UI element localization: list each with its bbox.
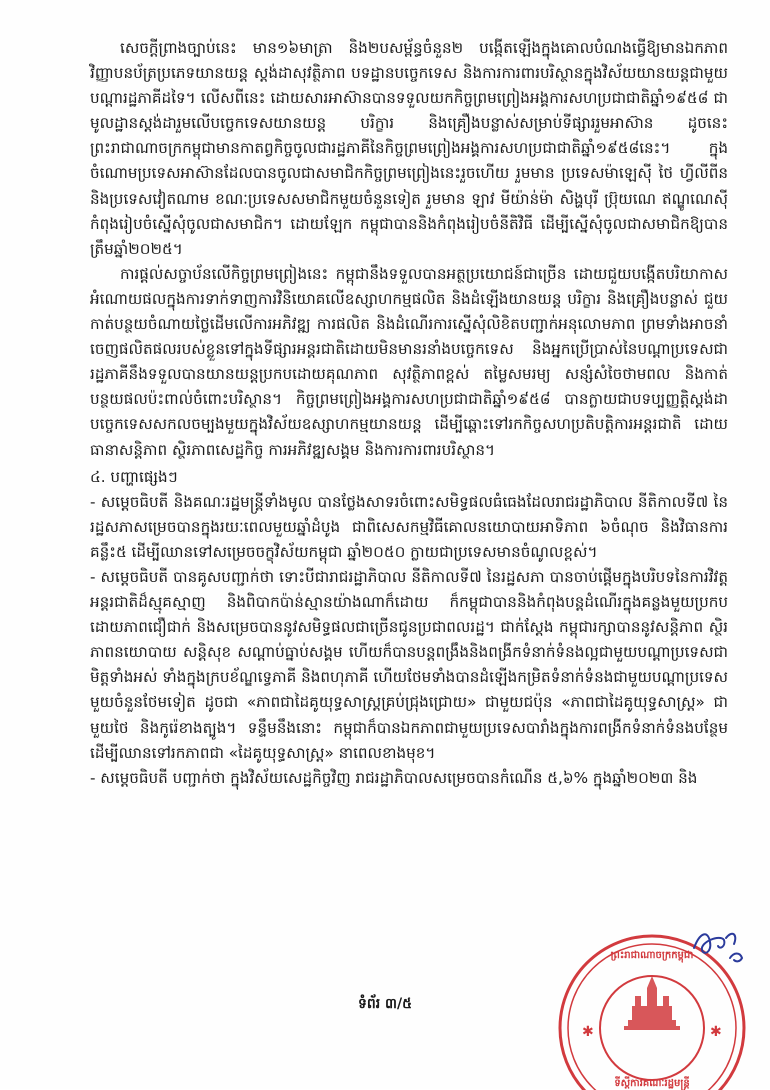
handwritten-signature <box>690 920 750 970</box>
paragraph-ratification-benefits: ការផ្ដល់សច្ចាប័នលើកិច្ចព្រមព្រៀងនេះ កម្ពុជានឹងទទួលបានអត្ថប្រយោជន៍ជាច្រើន ដោយជួយបង្កើតបរិយាកាសអំណោយផលក្នុងការទាក់ទាញការវិនិយោគលើឧស្សាហកម្មផលិត និងដំឡើងយានយន្ត បរិក្ខារ និងគ្រឿងបន្លាស់ ជួយកាត់បន្ថយចំណាយថ្លៃដើមលើការអភិវឌ្ឍ ការផលិត និងដំណើរការស្នើសុំលិខិតបញ្ជាក់អនុលោមភាព ព្រមទាំងអាចនាំចេញផលិតផលរបស់ខ្លួនទៅក្នុងទីផ្សារអន្តរជាតិដោយមិនមានរនាំងបច្ចេកទេស និងអ្នកប្រើប្រាស់នៃបណ្ដាប្រទេសជារដ្ឋភាគីនឹងទទួលបានយានយន្តប្រកបដោយគុណភាព សុវត្ថិភាពខ្ពស់ តម្លៃសមរម្យ សន្សំសំចៃថាមពល និងកាត់បន្ថយផលប៉ះពាល់ចំពោះបរិស្ថាន។ កិច្ចព្រមព្រៀងអង្គការសហប្រជាជាតិឆ្នាំ១៩៥៨ បានក្លាយជាបទប្បញ្ញត្តិស្ដង់ដាបច្ចេកទេសសកលចម្បងមួយក្នុងវិស័យឧស្សាហកម្មយានយន្ត ដើម្បីឆ្ពោះទៅរកកិច្ចសហប្រតិបត្តិការអន្តរជាតិ ដោយធានាសន្តិភាព ស្ថិរភាពសេដ្ឋកិច្ច ការអភិវឌ្ឍសង្គម និងការការពារបរិស្ថាន។ <box>90 264 728 459</box>
document-body <box>90 36 728 791</box>
bullet-foreign-relations: - សម្ដេចធិបតី បានគូសបញ្ជាក់ថា ទោះបីជារាជរដ្ឋាភិបាល នីតិកាលទី៧ នៃរដ្ឋសភា បានចាប់ផ្ដើមក្នុងបរិបទនៃការវិវត្តអន្តរជាតិដ៏ស្មុគស្មាញ និងពិបាកប៉ាន់ស្មានយ៉ាងណាក៏ដោយ ក៏កម្ពុជាបាននិងកំពុងបន្តដំណើរក្នុងគន្លងមួយប្រកបដោយភាពជឿជាក់ និងសម្រេចបាននូវសមិទ្ធផលជាច្រើនជូនប្រជាពលរដ្ឋ។ ជាក់ស្ដែង កម្ពុជារក្សាបាននូវសន្តិភាព ស្ថិរភាពនយោបាយ សន្តិសុខ សណ្ដាប់ធ្នាប់សង្គម ហើយក៏បានបន្តពង្រឹងនិងពង្រីកទំនាក់ទំនងល្អជាមួយបណ្ដាប្រទេសជាមិត្តទាំងអស់ ទាំងក្នុងក្របខ័ណ្ឌទ្វេភាគី និងពហុភាគី ហើយថែមទាំងបានដំឡើងកម្រិតទំនាក់ទំនងជាមួយបណ្ដាប្រទេសមួយចំនួនថែមទៀត ដូចជា «ភាពជាដៃគូយុទ្ធសាស្ត្រគ្រប់ជ្រុងជ្រោយ» ជាមួយជប៉ុន «ភាពជាដៃគូយុទ្ធសាស្ត្រ» ជាមួយថៃ និងកូរ៉េខាងត្បូង។ ទន្ទឹមនឹងនោះ កម្ពុជាក៏បានឯកភាពជាមួយប្រទេសបារាំងក្នុងការពង្រីកទំនាក់ទំនងបន្ថែមដើម្បីឈានទៅរកភាពជា «ដៃគូយុទ្ធសាស្ត្រ» នាពេលខាងមុខ។ <box>90 567 729 762</box>
seal-top-text: ព្រះរាជាណាចក្រកម្ពុជា <box>610 950 694 961</box>
temple-emblem-icon <box>624 976 680 1030</box>
page-number: ទំព័រ ៣/៥ <box>357 996 413 1012</box>
section-heading-other-matters: ៤. បញ្ហាផ្សេងៗ <box>90 467 178 486</box>
seal-bottom-text: ទីស្ដីការគណៈរដ្ឋមន្ត្រី <box>614 1078 690 1089</box>
seal-star-left-icon: ✱ <box>582 1024 594 1040</box>
bullet-achievements: - សម្ដេចធិបតី និងគណៈរដ្ឋមន្ត្រីទាំងមូល បានថ្លែងសាទរចំពោះសមិទ្ធផលធំធេងដែលរាជរដ្ឋាភិបាល នីតិកាលទី៧ នៃរដ្ឋសភាសម្រេចបានក្នុងរយៈពេលមួយឆ្នាំដំបូង ជាពិសេសកម្មវិធីគោលនយោបាយអាទិភាព ៦ចំណុច និងវិធានការគន្លឹះ៥ ដើម្បីឈានទៅសម្រេចចក្ខុវិស័យកម្ពុជា ឆ្នាំ២០៥០ ក្លាយជាប្រទេសមានចំណូលខ្ពស់។ <box>90 492 728 561</box>
bullet-economy: - សម្ដេចធិបតី បញ្ជាក់ថា ក្នុងវិស័យសេដ្ឋកិច្ចវិញ រាជរដ្ឋាភិបាលសម្រេចបានកំណើន ៥,៦% ក្នុងឆ្នាំ២០២៣ និង <box>90 768 698 787</box>
seal-star-right-icon: ✱ <box>710 1024 722 1040</box>
paragraph-draft-law: សេចក្ដីព្រាងច្បាប់នេះ មាន១៦មាត្រា និង២បសម្ព័ន្ធចំនួន២ បង្កើតឡើងក្នុងគោលបំណងធ្វើឱ្យមានឯកភាពវិញ្ញាបនប័ត្រប្រភេទយានយន្ត ស្ដង់ដាសុវត្ថិភាព បទដ្ឋានបច្ចេកទេស និងការការពារបរិស្ថានក្នុងវិស័យយានយន្តជាមួយបណ្ដារដ្ឋភាគីដទៃ។ លើសពីនេះ ដោយសារអាស៊ានបានទទួលយកកិច្ចព្រមព្រៀងអង្គការសហប្រជាជាតិឆ្នាំ១៩៥៨ ជាមូលដ្ឋានស្ដង់ដារួមលើបច្ចេកទេសយានយន្ត បរិក្ខារ និងគ្រឿងបន្លាស់សម្រាប់ទីផ្សាររួមអាស៊ាន ដូចនេះ ព្រះរាជាណាចក្រកម្ពុជាមានកាតព្វកិច្ចចូលជារដ្ឋភាគីនៃកិច្ចព្រមព្រៀងអង្គការសហប្រជាជាតិឆ្នាំ១៩៥៨នេះ។ ក្នុងចំណោមប្រទេសអាស៊ានដែលបានចូលជាសមាជិកកិច្ចព្រមព្រៀងនេះរួចហើយ រួមមាន ប្រទេសម៉ាឡេស៊ី ថៃ ហ្វីលីពីន និងប្រទេសវៀតណាម ខណៈប្រទេសសមាជិកមួយចំនួនទៀត រួមមាន ឡាវ មីយ៉ាន់ម៉ា សិង្ហបុរី ប្រ៊ុយណេ ឥណ្ឌូណេស៊ី កំពុងរៀបចំស្នើសុំចូលជាសមាជិក។ ដោយឡែក កម្ពុជាបាននិងកំពុងរៀបចំនីតិវិធី ដើម្បីស្នើសុំចូលជាសមាជិកឱ្យបានត្រឹមឆ្នាំ២០២៥។ <box>90 39 728 258</box>
